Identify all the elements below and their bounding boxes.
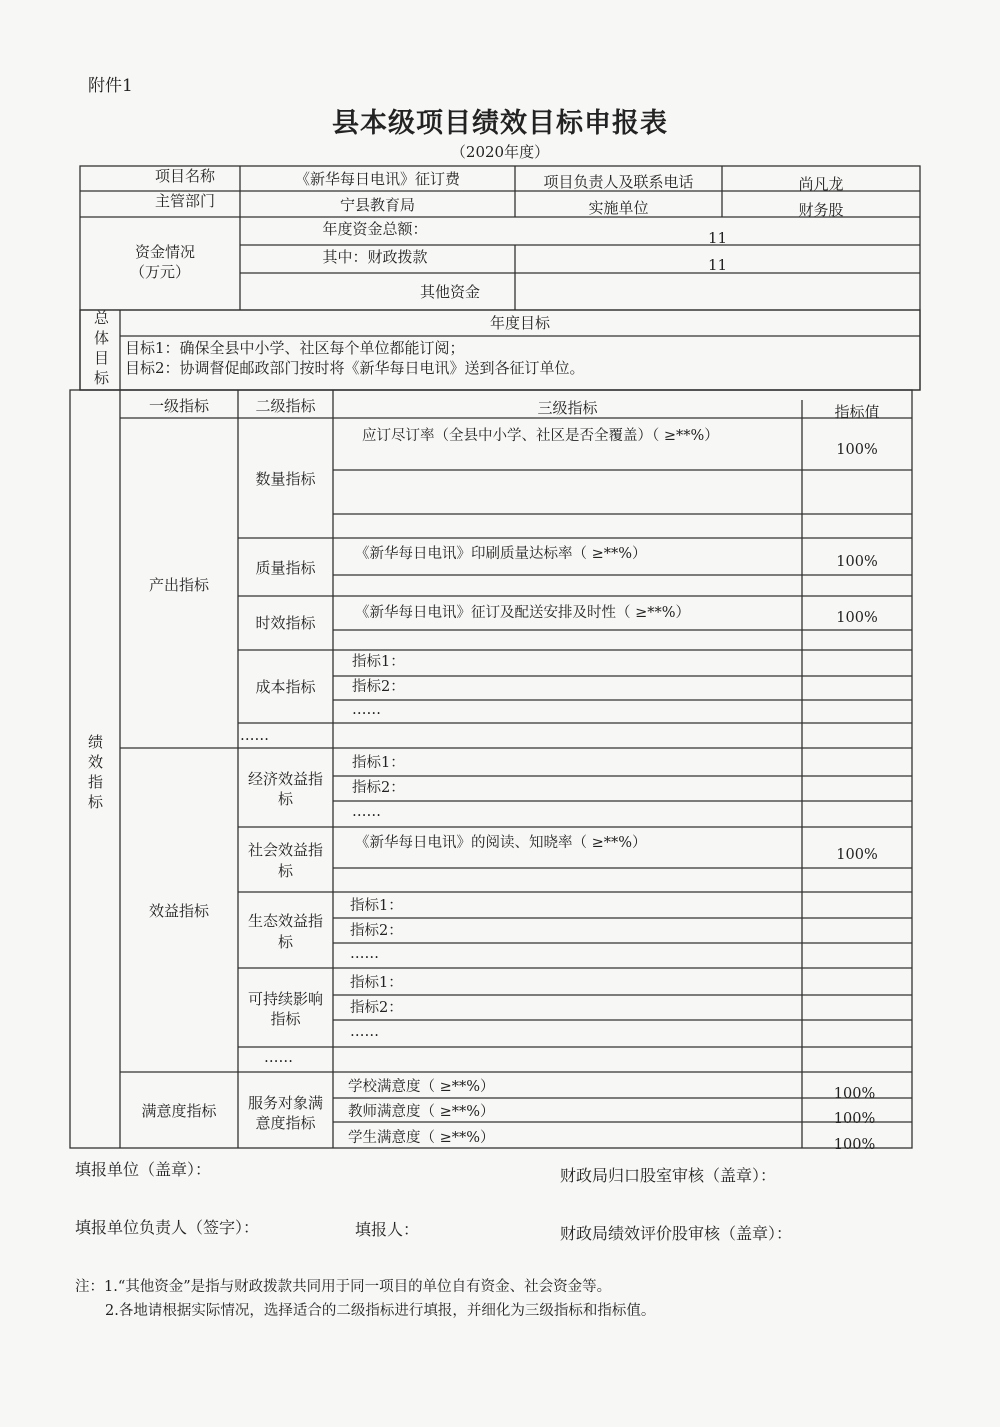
funds-unit: （万元） (129, 263, 190, 281)
responsible-label: 项目负责人及联系电话 (543, 173, 694, 191)
cost-indicator-2: 指标2： (352, 679, 405, 695)
cost-ellipsis: …… (352, 702, 381, 718)
service-label-2: 意度指标 (255, 1114, 316, 1132)
quantity-value: 100% (836, 442, 878, 458)
sustain-indicator-2: 指标2： (350, 1000, 403, 1016)
quantity-item: 应订尽订率（全县中小学、社区是否全覆盖）（ ≥**%） (362, 428, 719, 444)
quality-item: 《新华每日电讯》印刷质量达标率（ ≥**%） (355, 546, 647, 562)
impl-value: 财务股 (798, 201, 844, 219)
funds-label: 资金情况 (134, 243, 195, 261)
quality-label: 质量指标 (255, 559, 316, 577)
perf-label-2: 效 (88, 753, 104, 771)
benefit-ellipsis: …… (264, 1050, 293, 1066)
funds-fiscal-label: 其中：财政拨款 (322, 248, 428, 266)
cost-label: 成本指标 (255, 678, 316, 696)
impl-label: 实施单位 (588, 199, 649, 217)
note-1: 注：1.“其他资金”是指与财政拨款共同用于同一项目的单位自有资金、社会资金等。 (75, 1279, 612, 1295)
social-label-1: 社会效益指 (247, 841, 323, 859)
school-satisfaction: 学校满意度（ ≥**%） (348, 1079, 495, 1095)
fill-head-label: 填报单位负责人（签字）： (75, 1218, 260, 1237)
eco-indicator-2: 指标2： (350, 923, 403, 939)
page-title: 县本级项目绩效目标申报表 (332, 108, 668, 139)
goal-1: 目标1：确保全县中小学、社区每个单位都能订阅； (125, 339, 465, 357)
perf-label-3: 指 (88, 773, 104, 791)
col-value: 指标值 (834, 403, 880, 421)
cost-indicator-1: 指标1： (352, 654, 405, 670)
sustain-label-2: 指标 (270, 1010, 301, 1028)
col-level1: 一级指标 (148, 397, 209, 415)
funds-fiscal-value: 11 (707, 256, 728, 274)
filler-label: 填报人： (355, 1220, 420, 1239)
dept-label: 主管部门 (154, 192, 215, 210)
benefit-label: 效益指标 (148, 902, 209, 920)
dept-value: 宁县教育局 (339, 196, 415, 214)
eco-label-2: 标 (277, 933, 293, 951)
eco-indicator-1: 指标1： (350, 898, 403, 914)
annual-goals-label: 年度目标 (489, 314, 550, 332)
output-ellipsis: …… (240, 728, 269, 744)
col-level3: 三级指标 (537, 399, 598, 417)
goals-label-4: 标 (94, 369, 110, 387)
project-name-value: 《新华每日电讯》征订费 (294, 170, 460, 188)
sustain-label-1: 可持续影响 (247, 990, 323, 1008)
note-2: 2.各地请根据实际情况，选择适合的二级指标进行填报，并细化为三级指标和指标值。 (105, 1303, 656, 1319)
economic-label-1: 经济效益指 (247, 770, 323, 788)
service-label-1: 服务对象满 (247, 1094, 323, 1112)
fill-unit-label: 填报单位（盖章）： (75, 1160, 212, 1179)
social-value: 100% (836, 847, 878, 863)
finance-review-label: 财政局归口股室审核（盖章）： (560, 1166, 777, 1185)
funds-other-label: 其他资金 (420, 283, 481, 301)
eco-ellipsis: …… (350, 946, 379, 962)
timeliness-label: 时效指标 (255, 614, 316, 632)
funds-total-value: 11 (707, 229, 728, 247)
social-label-2: 标 (277, 862, 293, 880)
quality-value: 100% (836, 554, 878, 570)
economic-indicator-2: 指标2： (352, 780, 405, 796)
project-name-label: 项目名称 (154, 167, 215, 185)
timeliness-item: 《新华每日电讯》征订及配送安排及时性（ ≥**%） (355, 605, 691, 621)
col-level2: 二级指标 (255, 397, 316, 415)
student-satisfaction: 学生满意度（ ≥**%） (348, 1130, 495, 1146)
social-item: 《新华每日电讯》的阅读、知晓率（ ≥**%） (355, 835, 647, 851)
goals-label-3: 目 (94, 349, 110, 367)
sustain-indicator-1: 指标1： (350, 975, 403, 991)
perf-label-1: 绩 (88, 733, 104, 751)
sustain-ellipsis: …… (350, 1024, 379, 1040)
funds-total-label: 年度资金总额： (322, 220, 428, 238)
teacher-sat-value: 100% (833, 1111, 876, 1127)
timeliness-value: 100% (836, 610, 878, 626)
responsible-value: 尚凡龙 (798, 175, 844, 193)
eco-label-1: 生态效益指 (247, 912, 323, 930)
goal-2: 目标2：协调督促邮政部门按时将《新华每日电讯》送到各征订单位。 (125, 359, 585, 377)
page-year: （2020年度） (450, 143, 550, 161)
output-label: 产出指标 (148, 576, 209, 594)
attachment-label: 附件1 (88, 76, 133, 96)
economic-label-2: 标 (277, 790, 293, 808)
quantity-label: 数量指标 (255, 470, 316, 488)
student-sat-value: 100% (833, 1137, 876, 1153)
economic-ellipsis: …… (352, 804, 381, 820)
goals-label-1: 总 (94, 309, 110, 327)
school-sat-value: 100% (833, 1086, 876, 1102)
perf-review-label: 财政局绩效评价股审核（盖章）： (560, 1224, 793, 1243)
teacher-satisfaction: 教师满意度（ ≥**%） (348, 1104, 495, 1120)
perf-label-4: 标 (88, 793, 104, 811)
goals-label-2: 体 (94, 329, 110, 347)
satisfaction-label: 满意度指标 (141, 1102, 217, 1120)
economic-indicator-1: 指标1： (352, 755, 405, 771)
